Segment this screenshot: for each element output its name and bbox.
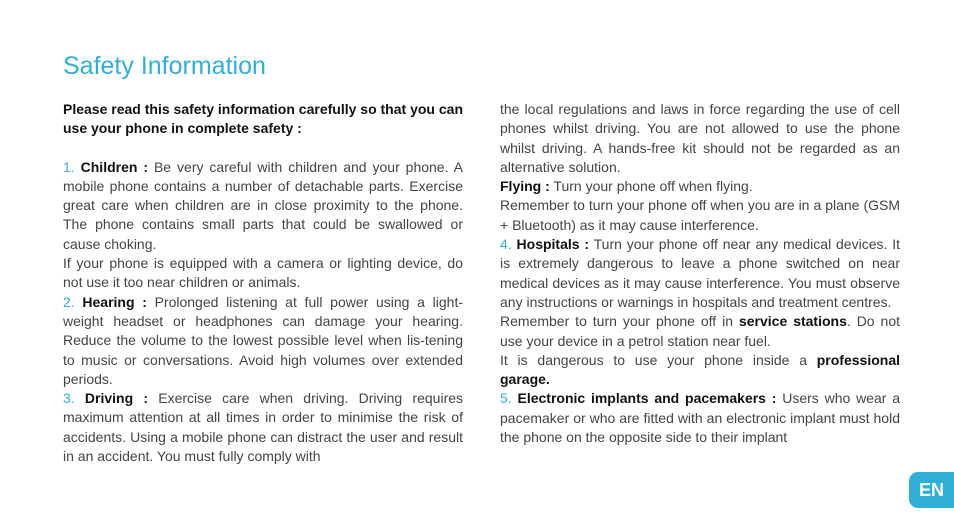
note-text: . Do not use your device in a petrol station near fuel. [500,313,900,349]
section-number: 3. [63,390,75,407]
section-label: Driving : [84,390,149,407]
note-text: Remember to turn your phone off in [500,313,739,330]
section-number: 1. [63,158,75,175]
highlight-term: professional garage. [500,351,900,388]
section-label: Hospitals : [516,236,590,253]
section-number: 2. [63,293,75,310]
section-hearing [63,293,463,389]
section-flying-note: Remember to turn your phone off when you are in a plane (GSM + Bluetooth) as it may cause interference. [500,197,900,233]
spacer [63,139,463,158]
section-text: Exercise care when driving. Driving requires maximum attention at all times in order to minimise the risk of accidents. Using a mobile phone can distract the user and result in an accident. You must fully comply with [63,390,464,465]
highlight-term: service stations [738,313,847,330]
section-label: Electronic implants and pacemakers : [517,390,777,407]
page-title: Safety Information [63,52,266,80]
intro-text: Please read this safety information carefully so that you can use your phone in complete safety : [63,101,463,137]
section-label: Children : [80,158,149,175]
section-hospitals [500,235,900,312]
note-text: It is dangerous to use your phone inside a [500,351,817,368]
driving-continued: the local regulations and laws in force regarding the use of cell phones whilst driving. You are not allowed to use the phone whilst driving. A hands-free kit should not be regarded as an alternative solution. [500,101,900,175]
left-column [63,100,463,466]
garage-note [500,351,900,390]
section-number: 4. [500,236,512,253]
section-label: Flying : [500,178,550,195]
service-stations-note [500,312,900,351]
section-flying [500,177,900,196]
section-driving [63,389,463,466]
right-column [500,100,900,447]
section-text: Be very careful with children and your phone. A mobile phone contains a number of detachable parts. Exercise great care when children are in close proximity to the phone. The phone contains small parts that could be swallowed or cause choking. [63,158,463,252]
section-label: Hearing : [82,293,147,310]
section-number: 5. [500,390,512,407]
section-children [63,158,463,254]
section-children-note: If your phone is equipped with a camera or lighting device, do not use it too near children or animals. [63,255,463,291]
language-badge: EN [909,472,954,508]
section-text: Users who wear a pacemaker or who are fitted with an electronic implant must hold the phone on the opposite side to their implant [500,390,900,446]
section-implants [500,389,900,447]
section-text: Prolonged listening at full power using a light-weight headset or headphones can damage your hearing. Reduce the volume to the lowest possible level when lis-tening to music or conversations. Avoid high volumes over extended periods. [63,293,463,387]
section-text: Turn your phone off when flying. [549,178,753,195]
section-text: Turn your phone off near any medical devices. It is extremely dangerous to leave a phone switched on near medical devices as it may cause interference. You must observe any instructions or warnings in hospitals and treatment centres. [500,236,900,310]
